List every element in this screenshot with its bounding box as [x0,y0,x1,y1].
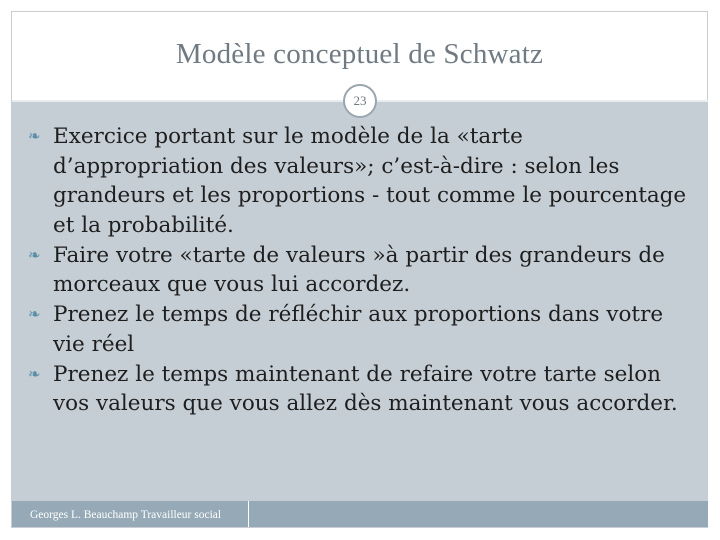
slide-title: Modèle conceptuel de Schwatz [175,38,544,70]
bullet-item [28,241,693,300]
curved-arrow-bullet-icon: ❧ [28,364,41,383]
footer-author: Georges L. Beauchamp Travailleur social [30,509,222,521]
bullet-text: Faire votre «tarte de valeurs »à partir des grandeurs de morceaux que vous lui accordez. [53,242,665,297]
slide-number-badge: 23 [343,84,377,118]
curved-arrow-bullet-icon: ❧ [28,127,41,145]
bullet-text: Prenez le temps de réfléchir aux proportions dans votre vie réel [53,302,664,357]
bullet-item [28,122,693,240]
curved-arrow-bullet-icon: ❧ [28,245,41,264]
bullet-text: Prenez le temps maintenant de refaire votre tarte selon vos valeurs que vous allez dès maintenant vous accorder. [53,361,678,416]
bullet-list [28,122,693,419]
bullet-item [28,300,693,359]
footer-separator [248,501,249,527]
curved-arrow-bullet-icon: ❧ [28,305,41,323]
bullet-item [28,360,693,419]
bullet-text: Exercice portant sur le modèle de la «tarte d’appropriation des valeurs»; c’est-à-dire : selon les grandeurs et les proportions - tout comme le pourcentage et la probabilité. [53,124,687,238]
